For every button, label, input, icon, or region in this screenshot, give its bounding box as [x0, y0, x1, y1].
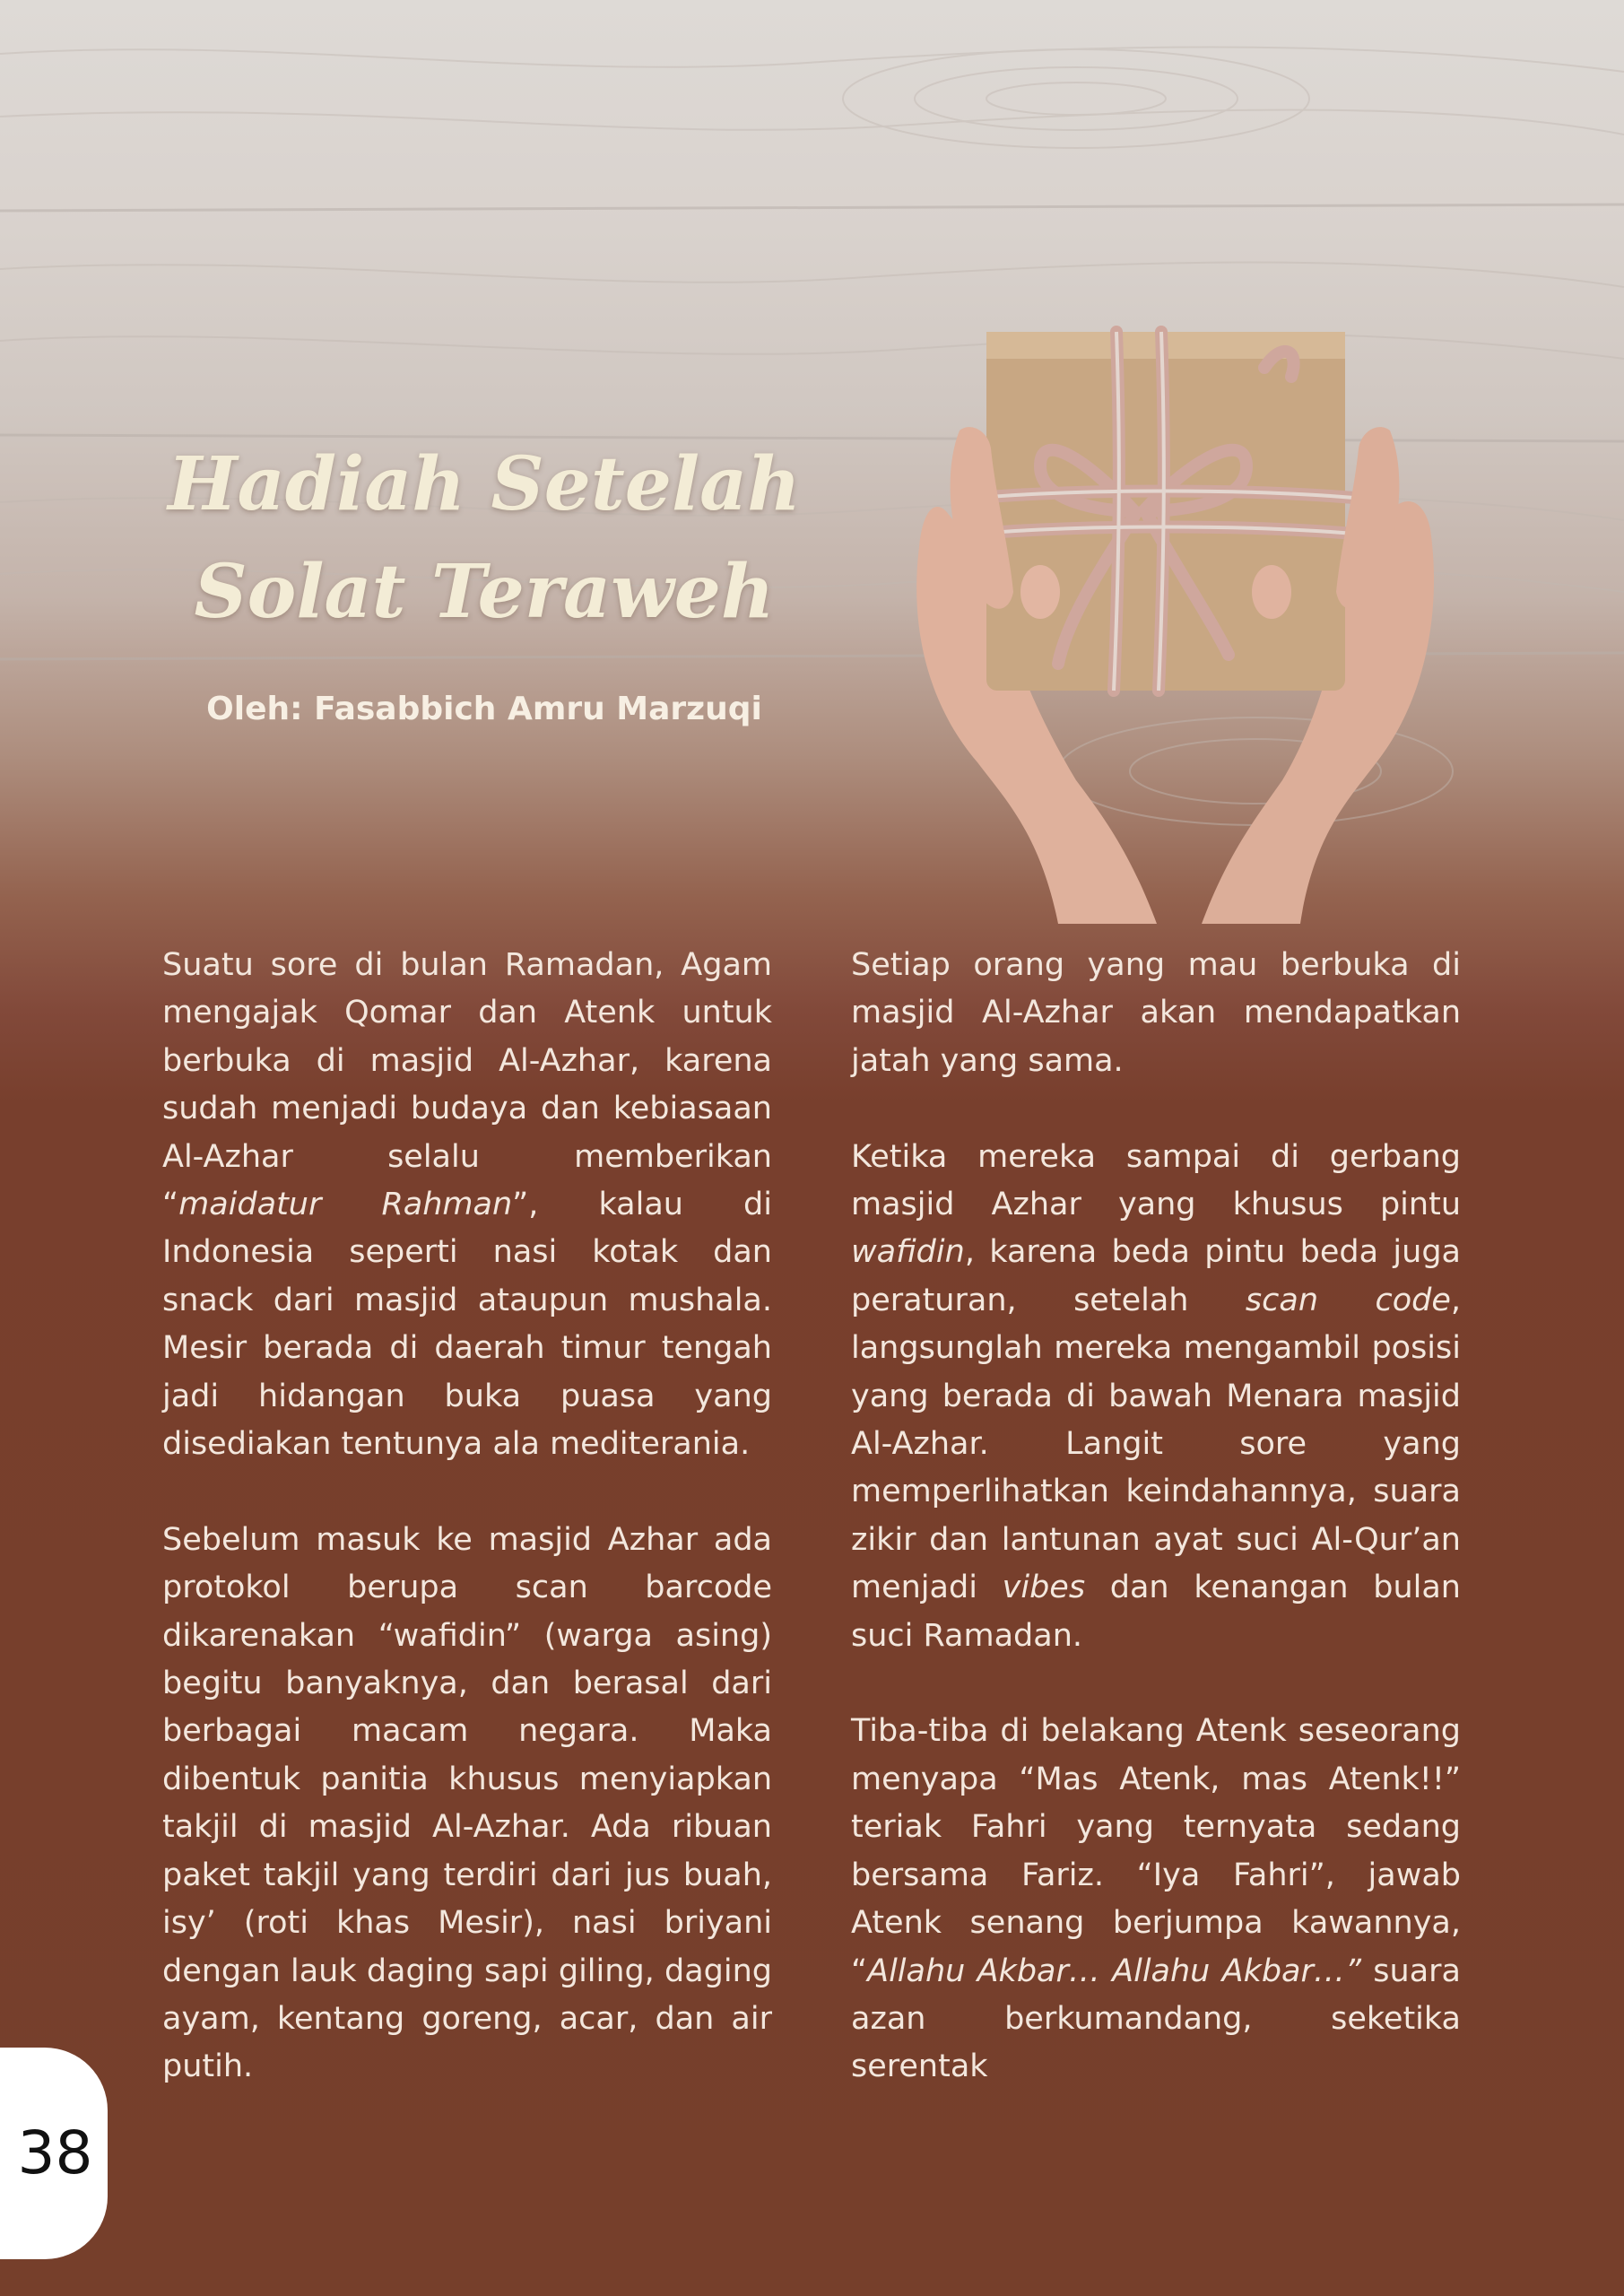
paragraph: Setiap orang yang mau berbuka di masjid Al-Azhar akan mendapatkan jatah yang sama.: [851, 947, 1461, 1079]
gift-box-hands-image: [906, 296, 1444, 924]
left-text-column: [162, 942, 772, 2092]
paragraph: Sebelum masuk ke masjid Azhar ada protokol berupa scan barcode dikarenakan “wafidin” (warga asing) begitu banyaknya, dan berasal dari berbagai macam negara. Maka dibentuk panitia khusus menyiapkan takjil di masjid Al-Azhar. Ada ribuan paket takjil yang terdiri dari jus buah, isy’ (roti khas Mesir), nasi briyani dengan lauk daging sapi giling, daging ayam, kentang goreng, acar, dan air putih.: [162, 1521, 772, 2085]
page-number: 38: [17, 2118, 93, 2187]
paragraph: Tiba-tiba di belakang Atenk seseorang menyapa “Mas Atenk, mas Atenk!!” teriak Fahri yang ternyata sedang bersama Fariz. “Iya Fahri”, jawab Atenk senang berjumpa kawannya, “Allahu Akbar… Allahu Akbar…” suara azan berkumandang, seketika serentak: [851, 1713, 1462, 2085]
paragraph: Suatu sore di bulan Ramadan, Agam mengajak Qomar dan Atenk untuk berbuka di masjid Al-Azhar, karena sudah menjadi budaya dan kebiasaan Al-Azhar selalu memberikan “maidatur Rahman”, kalau di Indonesia seperti nasi kotak dan snack dari masjid ataupun mushala. Mesir berada di daerah timur tengah jadi hidangan buka puasa yang disediakan tentunya ala mediterania.: [162, 947, 772, 1463]
article-title: Hadiah Setelah Solat Teraweh: [168, 441, 801, 635]
article-author: Oleh: Fasabbich Amru Marzuqi: [206, 691, 762, 727]
paragraph: Ketika mereka sampai di gerbang masjid Azhar yang khusus pintu wafidin, karena beda pintu beda juga peraturan, setelah scan code, langsunglah mereka mengambil posisi yang berada di bawah Menara masjid Al-Azhar. Langit sore yang memperlihatkan keindahannya, suara zikir dan lantunan ayat suci Al-Qur’an menjadi vibes dan kenangan bulan suci Ramadan.: [851, 1138, 1461, 1654]
right-text-column: [851, 942, 1461, 2092]
